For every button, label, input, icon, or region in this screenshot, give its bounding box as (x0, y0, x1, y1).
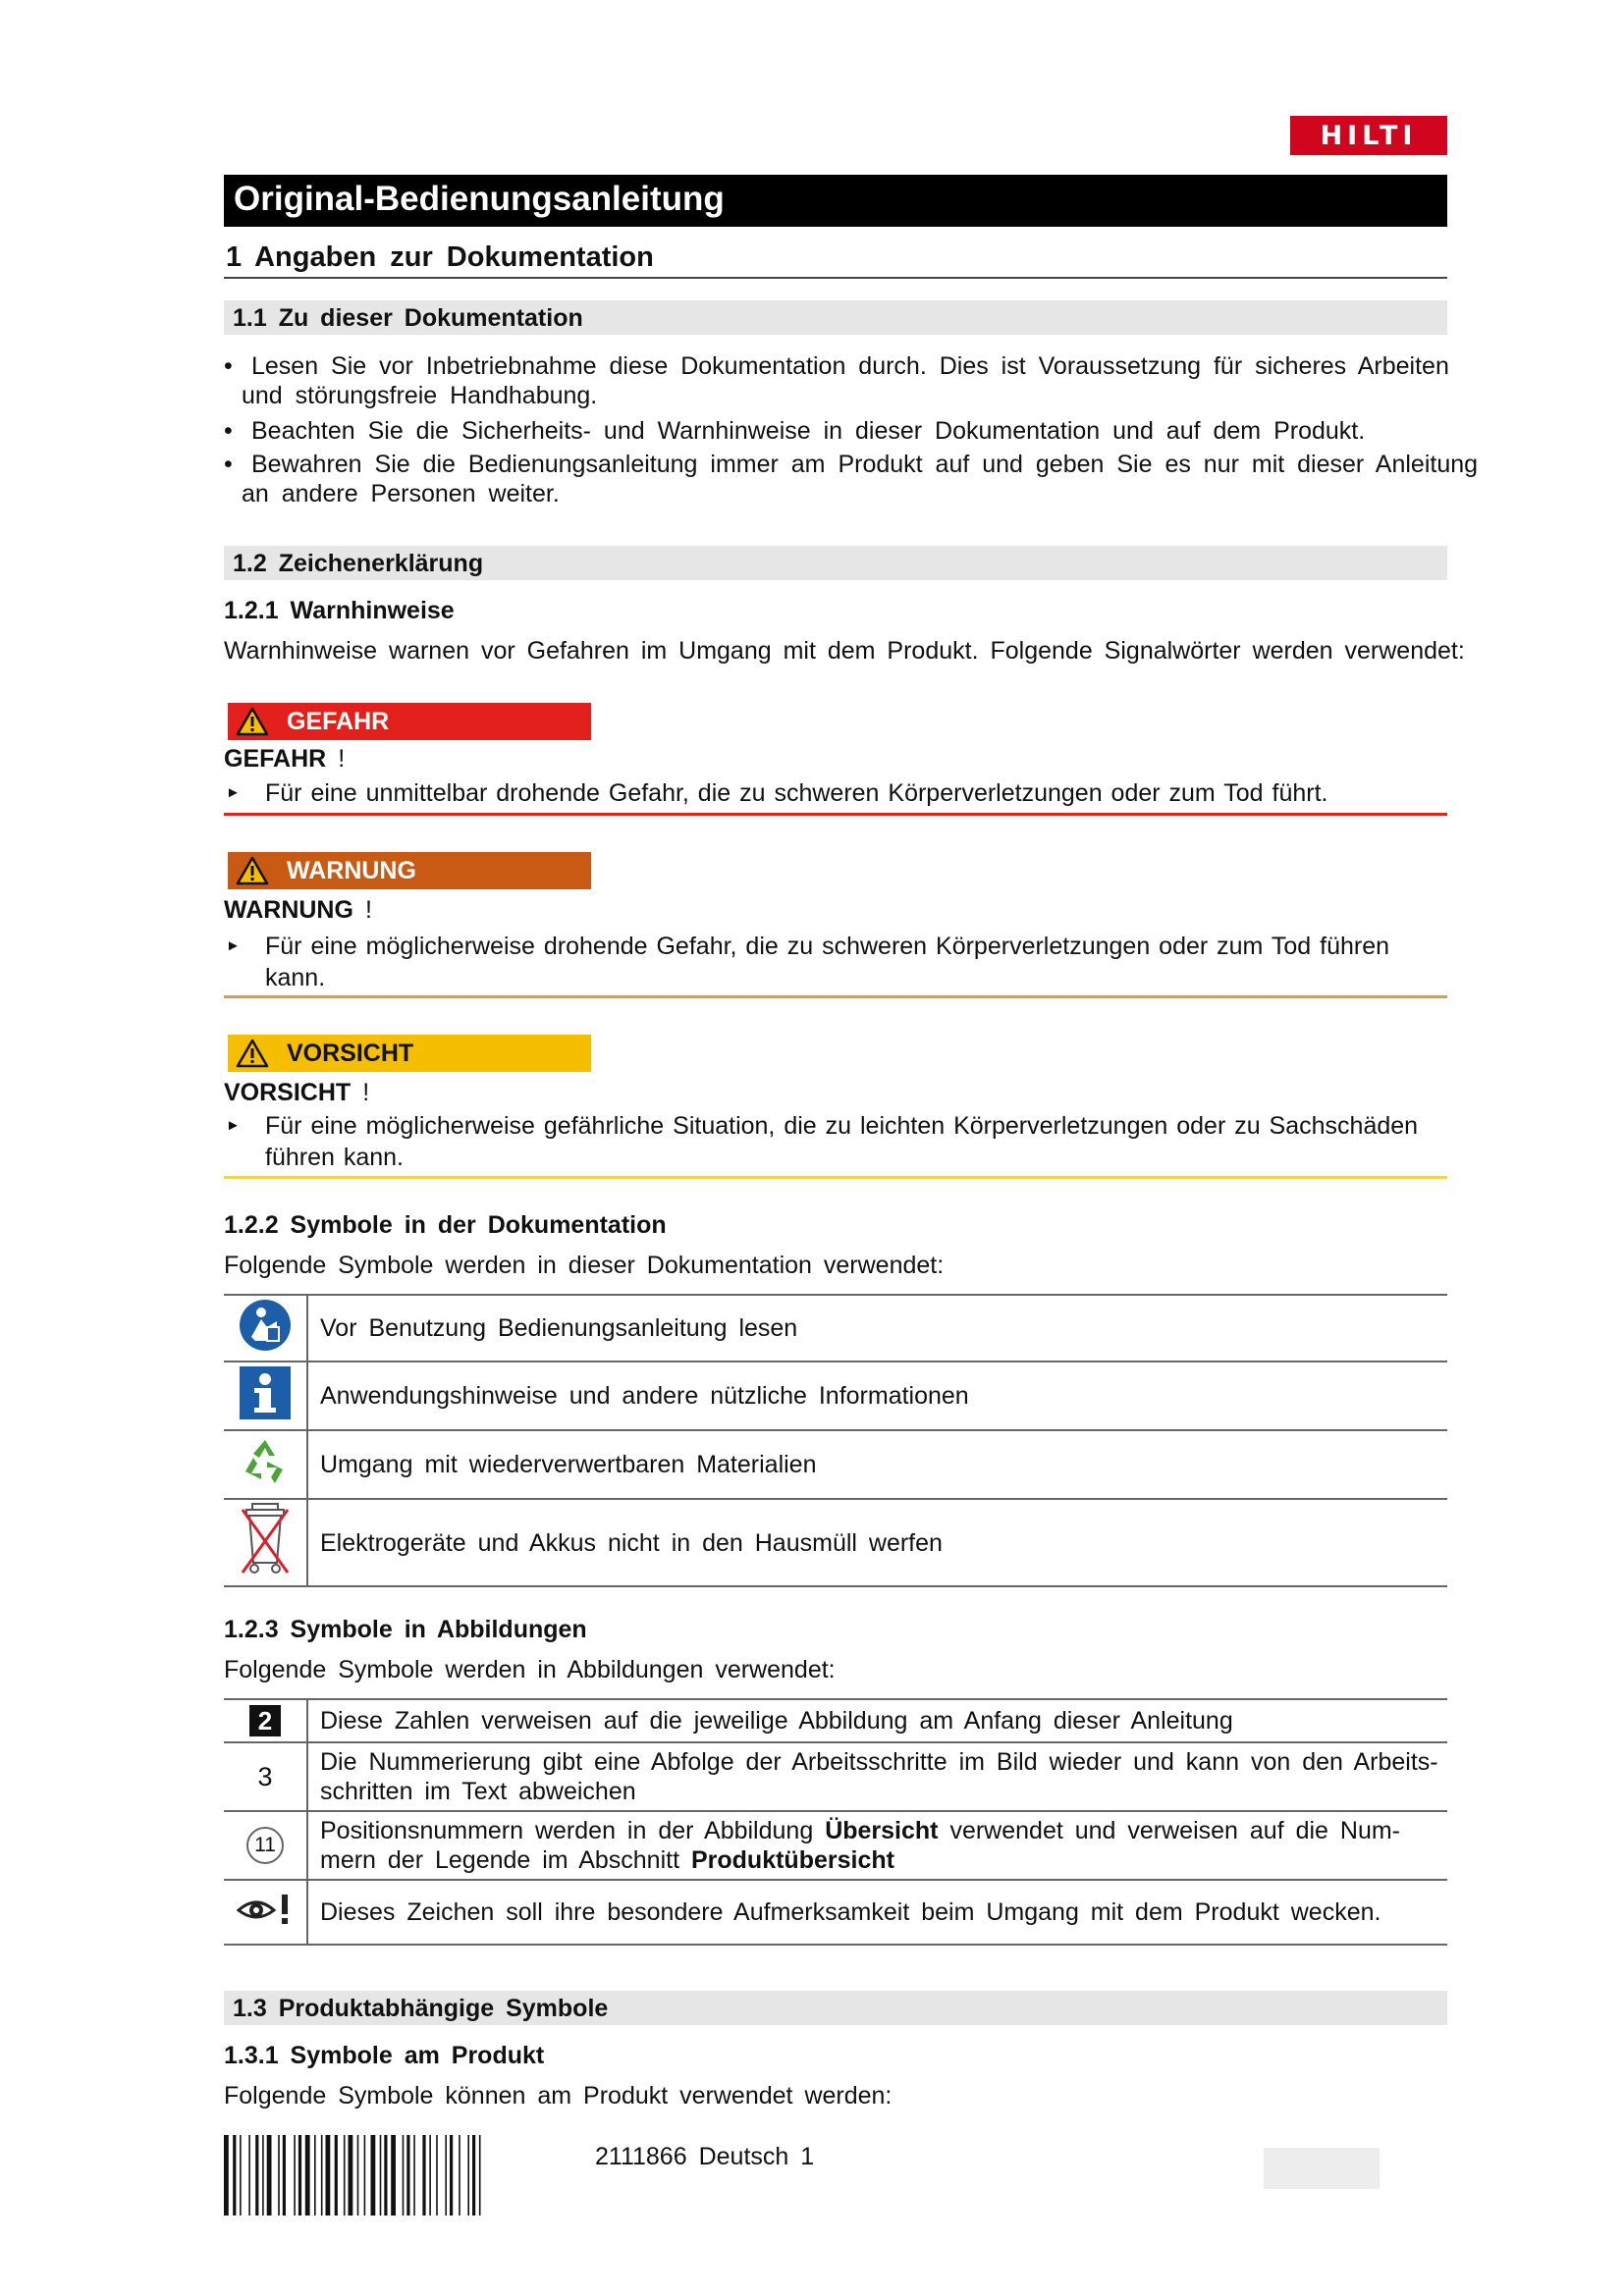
section-1-2-3-heading: 1.2.3 Symbole in Abbildungen (224, 1616, 587, 1643)
warning-triangle-icon (236, 856, 269, 885)
fig-symbols-table (224, 1698, 1447, 1946)
signal-label-text: VORSICHT (287, 1039, 414, 1067)
document-title: Original-Bedienungsanleitung (224, 175, 1447, 227)
symbol-cell (224, 1362, 307, 1430)
symbol-description: Umgang mit wiederverwertbaren Materialien (307, 1430, 1447, 1499)
signal-text-line2: kann. (265, 964, 326, 991)
section-1-heading: 1 Angaben zur Dokumentation (224, 238, 1447, 279)
bullet-3-line1: Bewahren Sie die Bedienungsanleitung immer am Produkt auf und geben Sie es nur mit dieser Anleitung (251, 451, 1479, 478)
desc-part: Positionsnummern werden in der Abbildung (320, 1817, 826, 1844)
symbol-cell (224, 1811, 307, 1880)
symbol-cell (224, 1742, 307, 1811)
signal-title-warning (224, 896, 372, 925)
symbol-description (307, 1811, 1447, 1880)
position-number-icon: 11 (246, 1827, 284, 1864)
signal-title-text: WARNUNG (224, 896, 353, 924)
signal-label-warning (228, 852, 591, 889)
signal-title-text: VORSICHT (224, 1079, 352, 1106)
warn-intro-text: Warnhinweise warnen vor Gefahren im Umgang mit dem Produkt. Folgende Signalwörter werden verwendet: (224, 637, 1465, 665)
desc-bold-part: Produktübersicht (690, 1846, 894, 1874)
signal-label-text: WARNUNG (287, 856, 416, 884)
attention-eye-icon (237, 1893, 294, 1926)
logo-text: HILTI (1320, 120, 1418, 151)
signal-text-line1: Für eine unmittelbar drohende Gefahr, die zu schweren Körperverletzungen oder zum Tod führt. (265, 779, 1328, 807)
symbol-description-line2: schritten im Text abweichen (320, 1778, 636, 1805)
warning-triangle-icon (236, 707, 269, 736)
bullet-dot: • (224, 451, 233, 478)
table-row (224, 1880, 1447, 1945)
symbol-description: Elektrogeräte und Akkus nicht in den Hausmüll werfen (307, 1499, 1447, 1586)
table-row (224, 1811, 1447, 1880)
info-icon (240, 1366, 291, 1419)
symbol-cell (224, 1430, 307, 1499)
section-1-3-heading: 1.3 Produktabhängige Symbole (224, 1991, 1447, 2025)
footer-language: Deutsch (698, 2143, 789, 2170)
product-symbols-intro: Folgende Symbole können am Produkt verwendet werden: (224, 2082, 893, 2109)
section-1-2-2-heading: 1.2.2 Symbole in der Dokumentation (224, 1211, 667, 1239)
figure-number-icon: 2 (249, 1705, 281, 1736)
signal-text-warning (224, 931, 1451, 993)
warning-triangle-icon (236, 1039, 269, 1068)
table-row (224, 1499, 1447, 1586)
barcode-icon (224, 2135, 562, 2216)
signal-title-caution (224, 1079, 369, 1107)
bullet-2-line1: Beachten Sie die Sicherheits- und Warnhinweise in dieser Dokumentation und auf dem Produkt. (251, 417, 1366, 445)
bullet-3-line2: an andere Personen weiter. (242, 480, 560, 507)
section-1-2-heading: 1.2 Zeichenerklärung (224, 546, 1447, 580)
signal-text-line2: führen kann. (265, 1144, 404, 1171)
doc-symbols-table (224, 1294, 1447, 1587)
fig-symbols-intro: Folgende Symbole werden in Abbildungen verwendet: (224, 1656, 836, 1683)
bullet-dot: • (224, 352, 233, 380)
arrow-bullet-icon: ► (226, 1117, 241, 1134)
signal-rule-warning (224, 995, 1447, 998)
symbol-description: Anwendungshinweise und andere nützliche Informationen (307, 1362, 1447, 1430)
table-row (224, 1295, 1447, 1362)
symbol-description: Diese Zahlen verweisen auf die jeweilige Abbildung am Anfang dieser Anleitung (307, 1699, 1447, 1742)
footer-doc-id: 2111866 (595, 2143, 687, 2170)
recycle-icon (238, 1434, 293, 1489)
signal-title-bang: ! (362, 1079, 370, 1106)
symbol-description (307, 1742, 1447, 1811)
signal-text-line1: Für eine möglicherweise drohende Gefahr, die zu schweren Körperverletzungen oder zum Tod führen (265, 933, 1390, 960)
section-1-2-1-heading: 1.2.1 Warnhinweise (224, 597, 455, 624)
table-row (224, 1742, 1447, 1811)
signal-title-bang: ! (338, 745, 346, 773)
step-number-icon: 3 (257, 1761, 273, 1791)
symbol-cell (224, 1880, 307, 1945)
footer-doc-info (595, 2143, 814, 2171)
desc-part: verwendet und verweisen auf die Num- (938, 1817, 1401, 1844)
crossed-bin-icon (239, 1500, 292, 1578)
signal-text-danger (224, 777, 1451, 809)
bullet-1-line2: und störungsfreie Handhabung. (242, 382, 598, 409)
bullet-item-2 (224, 416, 1549, 446)
section-1-3-1-heading: 1.3.1 Symbole am Produkt (224, 2042, 545, 2069)
signal-label-text: GEFAHR (287, 707, 390, 735)
signal-title-text: GEFAHR (224, 745, 327, 773)
symbol-description-line1: Die Nummerierung gibt eine Abfolge der Arbeitsschritte im Bild wieder und kann von den Arbeits- (320, 1748, 1438, 1776)
signal-label-caution (228, 1035, 591, 1072)
table-row (224, 1699, 1447, 1742)
signal-text-line1: Für eine möglicherweise gefährliche Situation, die zu leichten Körperverletzungen oder zu Sachschäden (265, 1112, 1419, 1140)
symbol-cell (224, 1699, 307, 1742)
symbol-cell (224, 1499, 307, 1586)
bullet-dot: • (224, 417, 233, 445)
hilti-logo (1290, 116, 1447, 155)
signal-title-danger (224, 745, 345, 774)
signal-rule-danger (224, 813, 1447, 816)
bullet-item-1 (224, 351, 1549, 410)
bullet-1-line1: Lesen Sie vor Inbetriebnahme diese Dokumentation durch. Dies ist Voraussetzung für sicheres Arbeiten (251, 352, 1449, 380)
bullet-item-3 (224, 450, 1549, 508)
table-row (224, 1362, 1447, 1430)
table-row (224, 1430, 1447, 1499)
footer-gray-box (1264, 2148, 1380, 2189)
section-1-1-heading: 1.1 Zu dieser Dokumentation (224, 300, 1447, 335)
signal-rule-caution (224, 1176, 1447, 1179)
doc-symbols-intro: Folgende Symbole werden in dieser Dokumentation verwendet: (224, 1252, 945, 1279)
arrow-bullet-icon: ► (226, 937, 241, 954)
read-manual-icon (238, 1298, 293, 1353)
desc-part: mern der Legende im Abschnitt (320, 1846, 691, 1874)
symbol-description: Vor Benutzung Bedienungsanleitung lesen (307, 1295, 1447, 1362)
desc-bold-part: Übersicht (825, 1817, 939, 1844)
signal-text-caution (224, 1110, 1451, 1173)
signal-title-bang: ! (364, 896, 372, 924)
symbol-description: Dieses Zeichen soll ihre besondere Aufmerksamkeit beim Umgang mit dem Produkt wecken. (307, 1880, 1447, 1945)
footer-page-number: 1 (800, 2143, 815, 2170)
signal-label-danger (228, 703, 591, 740)
arrow-bullet-icon: ► (226, 784, 241, 801)
symbol-cell (224, 1295, 307, 1362)
